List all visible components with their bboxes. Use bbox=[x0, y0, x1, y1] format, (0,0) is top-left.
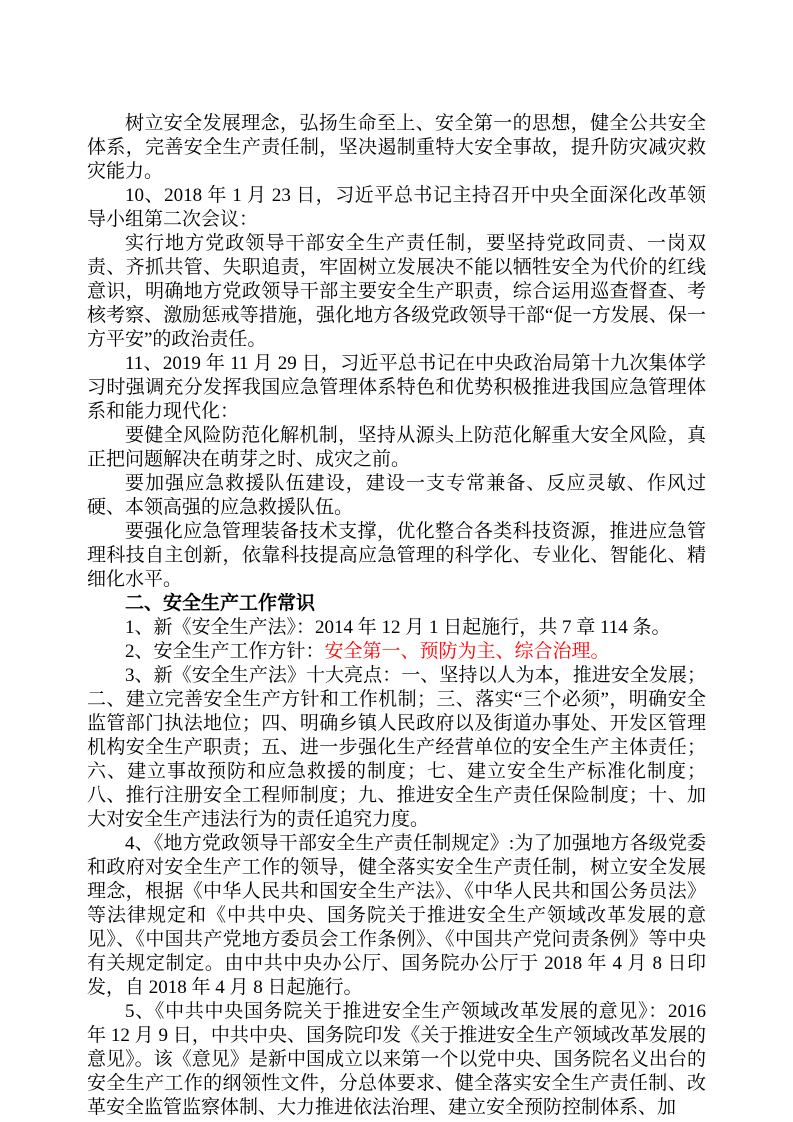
paragraph-item-1-law: 1、新《安全生产法》：2014 年 12 月 1 日起施行，共 7 章 114 条。 bbox=[125, 617, 671, 638]
paragraph-item-11-point-3: 要强化应急管理装备技术支撑，优化整合各类科技资源，推进应急管理科技自主创新，依靠科技提高应急管理的科学化、专业化、智能化、精细化水平。 bbox=[87, 521, 706, 590]
paragraph-item-10-lead: 10、2018 年 1 月 23 日，习近平总书记主持召开中央全面深化改革领导小组第二次会议： bbox=[87, 185, 706, 230]
paragraph-intro-continuation: 树立安全发展理念，弘扬生命至上、安全第一的思想，健全公共安全体系，完善安全生产责任制，坚决遏制重特大安全事故，提升防灾减灾救灾能力。 bbox=[87, 113, 706, 182]
paragraph-item-4-regulation: 4、《地方党政领导干部安全生产责任制规定》:为了加强地方各级党委和政府对安全生产工作的领导，健全落实安全生产责任制，树立安全发展理念，根据《中华人民共和国安全生产法》、《中华人民共和国公务员法》等法律规定和《中共中央、国务院关于推进安全生产领域改革发展的意见》、《中国共产党地方委员会工作条例》、《中国共产党问责条例》等中央有关规定制定。由中共中央办公厅、国务院办公厅于 2018 年 4 月 8 日印发，自 2018 年 4 月 8 日起施行。 bbox=[87, 833, 706, 998]
policy-label: 2、安全生产工作方针： bbox=[125, 641, 325, 662]
paragraph-item-5-opinion: 5、《中共中央国务院关于推进安全生产领域改革发展的意见》：2016 年 12 月 9 日，中共中央、国务院印发《关于推进安全生产领域改革发展的意见》。该《意见》是新中国成立以来第一个以党中央、国务院名义出台的安全生产工作的纲领性文件，分总体要求、健全落实安全生产责任制、改革安全监管监察体制、大力推进依法治理、建立安全预防控制体系、加 bbox=[87, 1001, 706, 1118]
paragraph-item-2-policy bbox=[87, 640, 706, 664]
paragraph-item-10-body: 实行地方党政领导干部安全生产责任制，要坚持党政同责、一岗双责、齐抓共管、失职追责，牢固树立发展决不能以牺牲安全为代价的红线意识，明确地方党政领导干部主要安全生产职责，综合运用巡查督查、考核考察、激励惩戒等措施，强化地方各级党政领导干部“促一方发展、保一方平安”的政治责任。 bbox=[87, 233, 706, 350]
paragraph-item-11-point-2: 要加强应急救援队伍建设，建设一支专常兼备、反应灵敏、作风过硬、本领高强的应急救援队伍。 bbox=[87, 473, 706, 518]
paragraph-item-3-highlights: 3、新《安全生产法》十大亮点：一、坚持以人为本，推进安全发展；二、建立完善安全生产方针和工作机制；三、落实“三个必须”，明确安全监管部门执法地位；四、明确乡镇人民政府以及街道办事处、开发区管理机构安全生产职责；五、进一步强化生产经营单位的安全生产主体责任；六、建立事故预防和应急救援的制度；七、建立安全生产标准化制度；八、推行注册安全工程师制度；九、推进安全生产责任保险制度；十、加大对安全生产违法行为的责任追究力度。 bbox=[87, 665, 706, 830]
policy-highlight-red-text: 安全第一、预防为主、综合治理。 bbox=[324, 641, 610, 662]
section-heading: 二、安全生产工作常识 bbox=[125, 593, 316, 614]
paragraph-item-11-point-1: 要健全风险防范化解机制，坚持从源头上防范化解重大安全风险，真正把问题解决在萌芽之时、成灾之前。 bbox=[87, 425, 706, 470]
paragraph-item-11-lead: 11、2019 年 11 月 29 日，习近平总书记在中央政治局第十九次集体学习时强调充分发挥我国应急管理体系特色和优势积极推进我国应急管理体系和能力现代化： bbox=[87, 353, 706, 422]
